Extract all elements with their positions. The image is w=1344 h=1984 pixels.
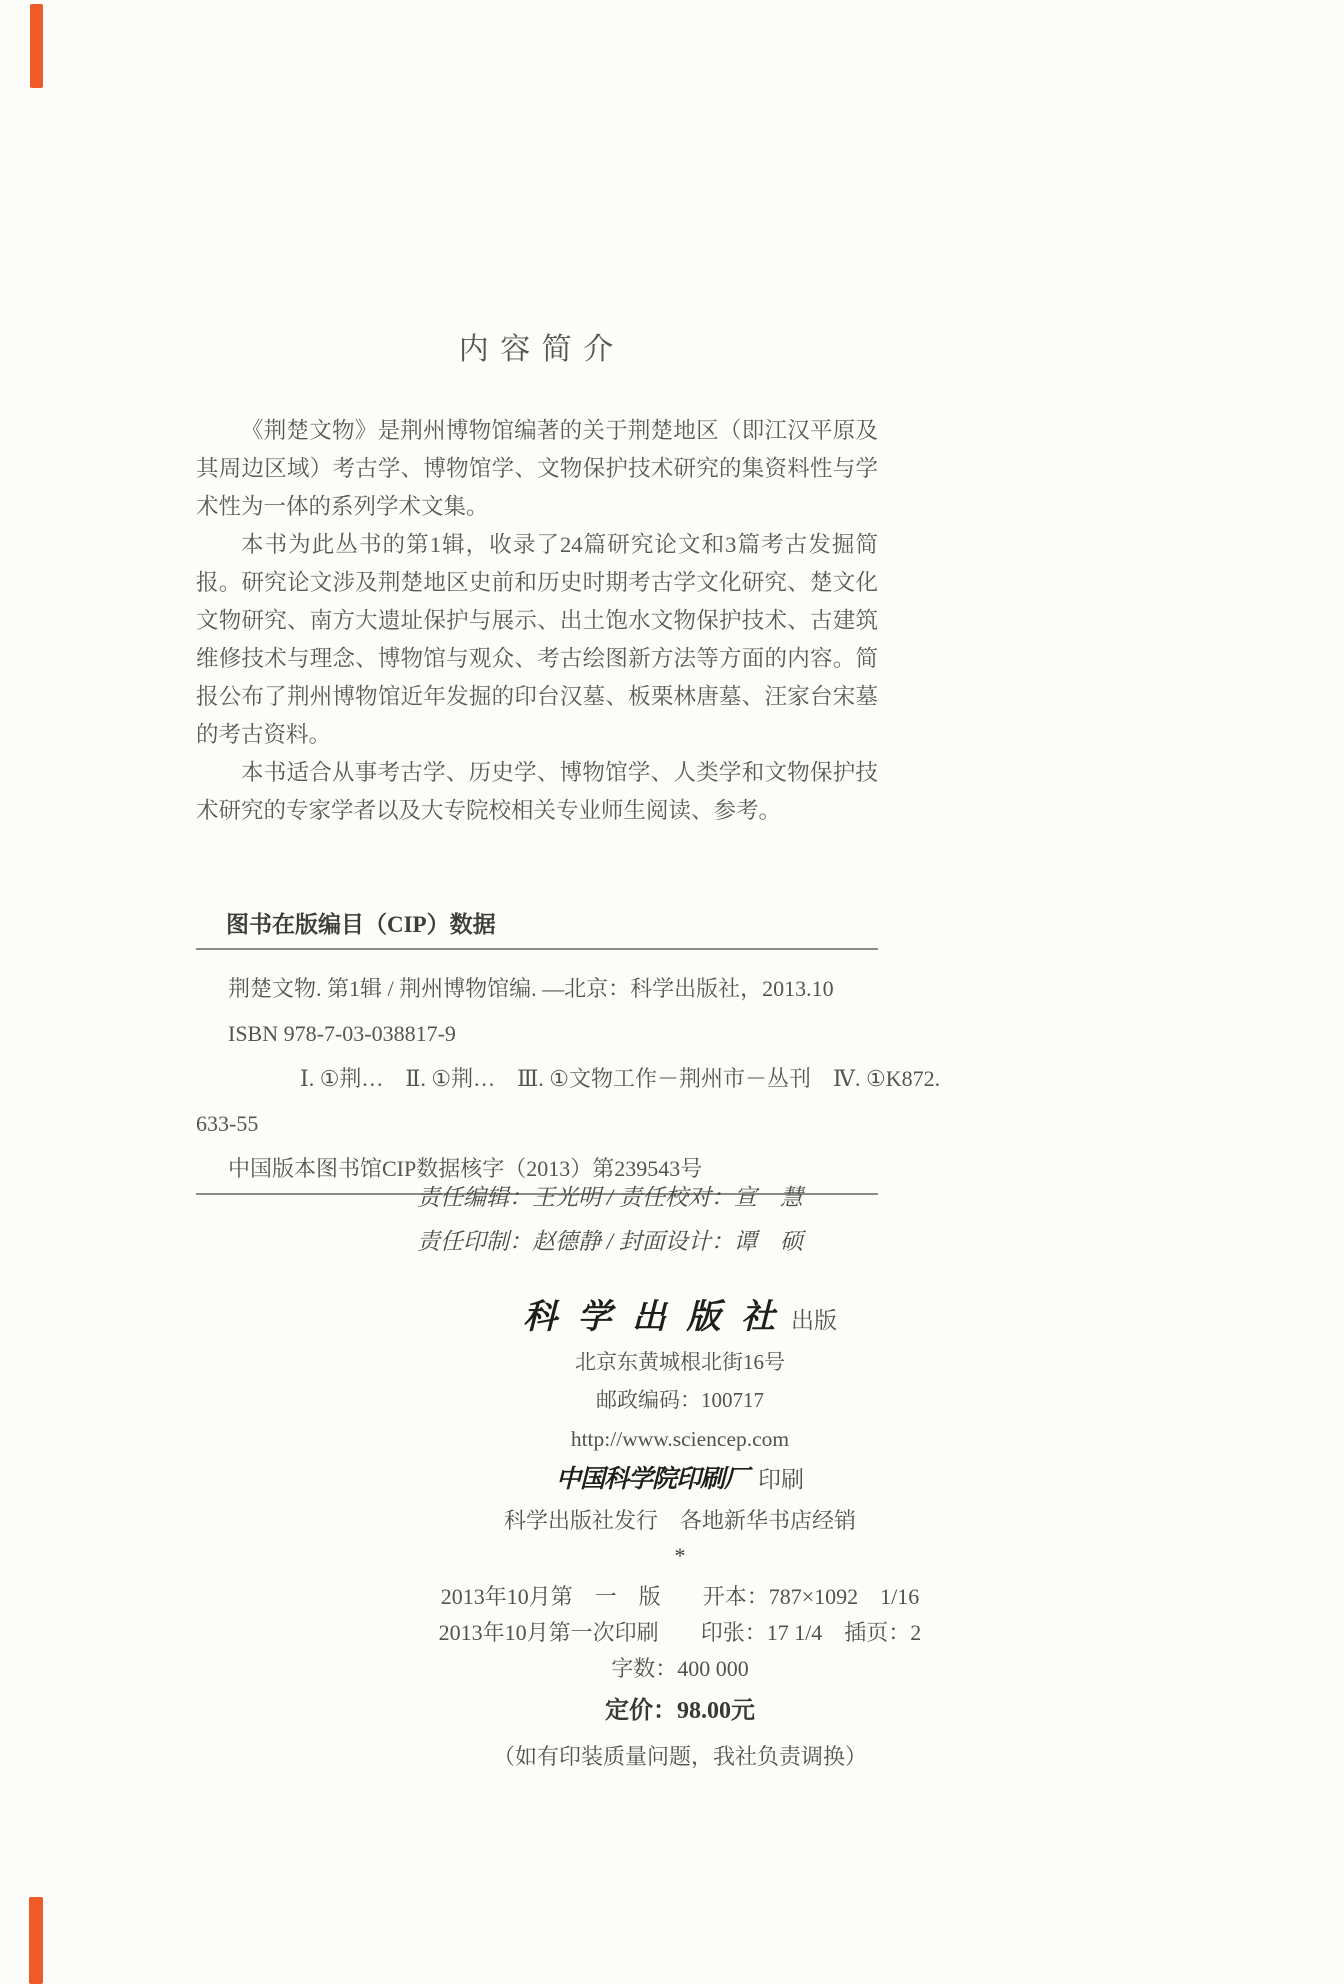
publisher-website: http://www.sciencep.com xyxy=(570,1427,790,1451)
intro-paragraph: 本书适合从事考古学、历史学、博物馆学、人类学和文物保护技术研究的专家学者以及大专院校相关专业师生阅读、参考。 xyxy=(196,760,878,823)
publisher-address: 北京东黄城根北街16号 xyxy=(575,1350,785,1374)
intro-paragraph: 《荆楚文物》是荆州博物馆编著的关于荆楚地区（即江汉平原及其周边区域）考古学、博物馆学、文物保护技术研究的集资料性与学术性为一体的系列学术文集。 xyxy=(196,418,878,519)
edition-date: 2013年10月第 一 版 xyxy=(440,1584,661,1609)
publisher-postcode: 邮政编码：100717 xyxy=(596,1388,764,1412)
cip-title-line: 荆楚文物. 第1辑 / 荆州博物馆编. —北京：科学出版社，2013.10 xyxy=(228,976,834,1001)
page-title: 内 容 简 介 xyxy=(458,333,616,366)
cip-divider-top xyxy=(196,948,878,950)
cip-record-line: 中国版本图书馆CIP数据核字（2013）第239543号 xyxy=(228,1156,703,1181)
credits-printing-line: 责任印制：赵德静 / 封面设计：谭 硕 xyxy=(417,1229,803,1254)
format-spec: 开本：787×1092 1/16 xyxy=(702,1584,920,1609)
edition-line xyxy=(400,1579,960,1615)
scan-edge-mark-bottom xyxy=(29,1897,43,1984)
printer-line xyxy=(400,1459,960,1501)
content-block xyxy=(196,330,941,1195)
intro-paragraph: 本书为此丛书的第1辑，收录了24篇研究论文和3篇考古发掘简报。研究论文涉及荆楚地区史前和历史时期考古学文化研究、楚文化文物研究、南方大遗址保护与展示、出土饱水文物保护技术、古建筑维修技术与理念、博物馆与观众、考古绘图新方法等方面的内容。简报公布了荆州博物馆近年发掘的印台汉墓、板栗林唐墓、汪家台宋墓的考古资料。 xyxy=(196,532,878,747)
publisher-line xyxy=(400,1296,960,1343)
publisher-role-label: 出版 xyxy=(791,1308,837,1333)
price-line: 定价：98.00元 xyxy=(605,1698,755,1724)
quality-notice: （如有印装质量问题，我社负责调换） xyxy=(492,1744,867,1769)
sheets-spec: 印张：17 1/4 插页：2 xyxy=(700,1620,922,1645)
asterisk-separator: * xyxy=(674,1543,686,1568)
scan-edge-mark-top xyxy=(30,4,43,88)
cip-classification-line: Ⅰ. ①荆… Ⅱ. ①荆… Ⅲ. ①文物工作－荆州市－丛刊 Ⅳ. ①K872. xyxy=(300,1066,941,1091)
distribution-line: 科学出版社发行 各地新华书店经销 xyxy=(503,1508,856,1533)
publisher-name-script: 科 学 出 版 社 xyxy=(523,1299,781,1336)
colophon-block xyxy=(400,1296,960,1777)
printing-date: 2013年10月第一次印刷 xyxy=(438,1620,659,1645)
printer-role-label: 印刷 xyxy=(758,1467,804,1492)
word-count-line: 字数：400 000 xyxy=(611,1656,749,1681)
credits-editor-line: 责任编辑：王光明 / 责任校对：宣 慧 xyxy=(417,1185,803,1210)
credits-block xyxy=(300,1176,920,1264)
content-introduction xyxy=(196,412,878,830)
cip-isbn-line: ISBN 978-7-03-038817-9 xyxy=(228,1021,456,1046)
printing-line xyxy=(400,1615,960,1651)
cip-heading: 图书在版编目（CIP）数据 xyxy=(226,912,496,937)
cip-data-block xyxy=(196,966,941,1191)
cip-classification-continuation: 633-55 xyxy=(196,1111,259,1136)
printer-name-script: 中国科学院印刷厂 xyxy=(555,1466,748,1493)
